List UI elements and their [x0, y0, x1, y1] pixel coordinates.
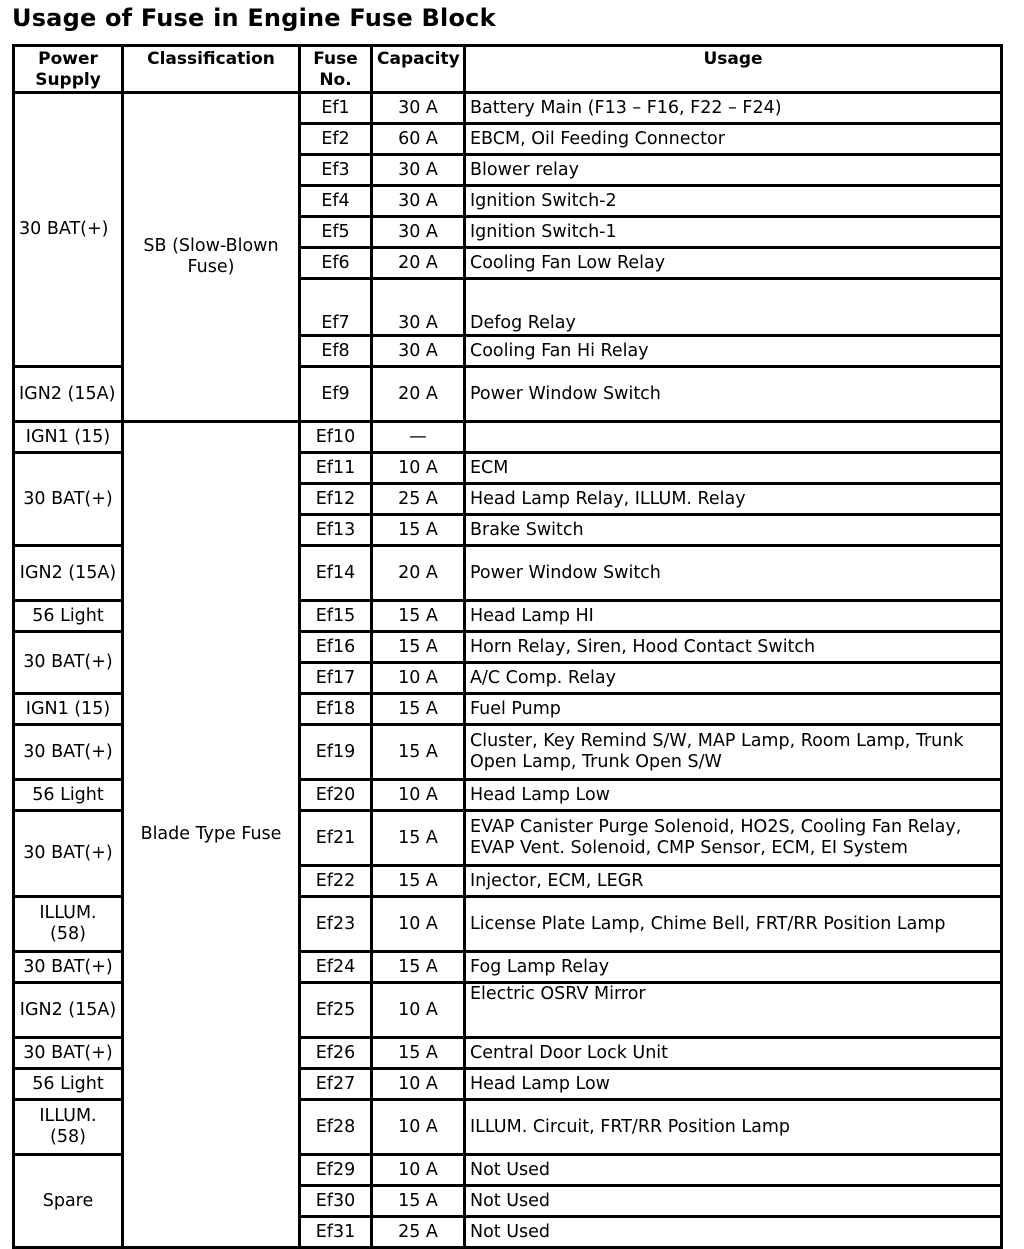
fuse-no-cell: Ef3 — [300, 155, 372, 186]
header-usage: Usage — [465, 46, 1002, 93]
power-supply-cell: 56 Light — [14, 780, 123, 811]
usage-cell: Brake Switch — [465, 515, 1002, 546]
fuse-no-cell: Ef31 — [300, 1217, 372, 1248]
fuse-no-cell: Ef20 — [300, 780, 372, 811]
usage-cell: Injector, ECM, LEGR — [465, 866, 1002, 897]
fuse-no-cell: Ef16 — [300, 632, 372, 663]
power-supply-cell: IGN1 (15) — [14, 694, 123, 725]
capacity-cell: 15 A — [372, 952, 465, 983]
capacity-cell: 10 A — [372, 897, 465, 952]
usage-cell: Blower relay — [465, 155, 1002, 186]
fuse-no-cell: Ef22 — [300, 866, 372, 897]
usage-cell: EVAP Canister Purge Solenoid, HO2S, Cooling Fan Relay, EVAP Vent. Solenoid, CMP Sensor, ECM, EI System — [465, 811, 1002, 866]
power-supply-cell: IGN2 (15A) — [14, 367, 123, 422]
header-classification: Classification — [123, 46, 300, 93]
fuse-no-cell: Ef17 — [300, 663, 372, 694]
classification-cell: SB (Slow-Blown Fuse) — [123, 93, 300, 422]
table-header-row — [14, 46, 1002, 93]
page-title: Usage of Fuse in Engine Fuse Block — [12, 4, 496, 32]
usage-cell: Central Door Lock Unit — [465, 1038, 1002, 1069]
usage-cell: Not Used — [465, 1186, 1002, 1217]
fuse-no-cell: Ef26 — [300, 1038, 372, 1069]
usage-cell: A/C Comp. Relay — [465, 663, 1002, 694]
fuse-no-cell: Ef5 — [300, 217, 372, 248]
power-supply-cell: ILLUM. (58) — [14, 897, 123, 952]
capacity-cell: 10 A — [372, 780, 465, 811]
header-capacity: Capacity — [372, 46, 465, 93]
fuse-no-cell: Ef6 — [300, 248, 372, 279]
capacity-cell: 30 A — [372, 186, 465, 217]
power-supply-cell: 56 Light — [14, 1069, 123, 1100]
power-supply-cell: ILLUM. (58) — [14, 1100, 123, 1155]
fuse-no-cell: Ef15 — [300, 601, 372, 632]
power-supply-cell: Spare — [14, 1155, 123, 1248]
usage-cell — [465, 422, 1002, 453]
fuse-no-cell: Ef1 — [300, 93, 372, 124]
capacity-cell: 10 A — [372, 453, 465, 484]
capacity-cell: 15 A — [372, 515, 465, 546]
fuse-no-cell: Ef2 — [300, 124, 372, 155]
table-row — [14, 93, 1002, 124]
usage-cell: Head Lamp Low — [465, 1069, 1002, 1100]
fuse-no-cell: Ef28 — [300, 1100, 372, 1155]
header-fuse-no: Fuse No. — [300, 46, 372, 93]
usage-cell: Horn Relay, Siren, Hood Contact Switch — [465, 632, 1002, 663]
capacity-cell: 30 A — [372, 279, 465, 336]
capacity-cell: 20 A — [372, 546, 465, 601]
fuse-no-cell: Ef18 — [300, 694, 372, 725]
power-supply-cell: 56 Light — [14, 601, 123, 632]
usage-cell: Power Window Switch — [465, 367, 1002, 422]
usage-cell: Defog Relay — [465, 279, 1002, 336]
capacity-cell: 15 A — [372, 811, 465, 866]
capacity-cell: 20 A — [372, 367, 465, 422]
fuse-no-cell: Ef7 — [300, 279, 372, 336]
usage-cell: Power Window Switch — [465, 546, 1002, 601]
usage-cell: ILLUM. Circuit, FRT/RR Position Lamp — [465, 1100, 1002, 1155]
capacity-cell: 30 A — [372, 93, 465, 124]
fuse-no-cell: Ef27 — [300, 1069, 372, 1100]
fuse-no-cell: Ef29 — [300, 1155, 372, 1186]
fuse-no-cell: Ef11 — [300, 453, 372, 484]
fuse-no-cell: Ef21 — [300, 811, 372, 866]
fuse-no-cell: Ef10 — [300, 422, 372, 453]
capacity-cell: — — [372, 422, 465, 453]
capacity-cell: 20 A — [372, 248, 465, 279]
classification-cell: Blade Type Fuse — [123, 422, 300, 1248]
capacity-cell: 15 A — [372, 601, 465, 632]
usage-cell: Battery Main (F13 – F16, F22 – F24) — [465, 93, 1002, 124]
capacity-cell: 25 A — [372, 1217, 465, 1248]
capacity-cell: 10 A — [372, 1069, 465, 1100]
usage-cell: Not Used — [465, 1155, 1002, 1186]
fuse-table — [12, 44, 1003, 1249]
capacity-cell: 10 A — [372, 1100, 465, 1155]
usage-cell: License Plate Lamp, Chime Bell, FRT/RR Position Lamp — [465, 897, 1002, 952]
usage-cell: EBCM, Oil Feeding Connector — [465, 124, 1002, 155]
capacity-cell: 15 A — [372, 866, 465, 897]
usage-cell: Fog Lamp Relay — [465, 952, 1002, 983]
power-supply-cell: IGN2 (15A) — [14, 983, 123, 1038]
usage-cell: Head Lamp HI — [465, 601, 1002, 632]
power-supply-cell: 30 BAT(+) — [14, 725, 123, 780]
power-supply-cell: 30 BAT(+) — [14, 952, 123, 983]
fuse-no-cell: Ef8 — [300, 336, 372, 367]
capacity-cell: 30 A — [372, 155, 465, 186]
capacity-cell: 60 A — [372, 124, 465, 155]
capacity-cell: 30 A — [372, 336, 465, 367]
fuse-no-cell: Ef19 — [300, 725, 372, 780]
capacity-cell: 15 A — [372, 632, 465, 663]
fuse-no-cell: Ef25 — [300, 983, 372, 1038]
fuse-no-cell: Ef30 — [300, 1186, 372, 1217]
capacity-cell: 25 A — [372, 484, 465, 515]
usage-cell: Electric OSRV Mirror — [465, 983, 1002, 1038]
power-supply-cell: 30 BAT(+) — [14, 1038, 123, 1069]
capacity-cell: 15 A — [372, 1186, 465, 1217]
capacity-cell: 15 A — [372, 694, 465, 725]
fuse-no-cell: Ef12 — [300, 484, 372, 515]
power-supply-cell: 30 BAT(+) — [14, 632, 123, 694]
fuse-no-cell: Ef9 — [300, 367, 372, 422]
usage-cell: Cluster, Key Remind S/W, MAP Lamp, Room Lamp, Trunk Open Lamp, Trunk Open S/W — [465, 725, 1002, 780]
usage-cell: Ignition Switch-2 — [465, 186, 1002, 217]
usage-cell: Fuel Pump — [465, 694, 1002, 725]
capacity-cell: 15 A — [372, 725, 465, 780]
table-row — [14, 422, 1002, 453]
power-supply-cell: 30 BAT(+) — [14, 93, 123, 367]
fuse-no-cell: Ef14 — [300, 546, 372, 601]
power-supply-cell: IGN2 (15A) — [14, 546, 123, 601]
usage-cell: ECM — [465, 453, 1002, 484]
power-supply-cell: IGN1 (15) — [14, 422, 123, 453]
fuse-no-cell: Ef13 — [300, 515, 372, 546]
fuse-no-cell: Ef4 — [300, 186, 372, 217]
fuse-no-cell: Ef23 — [300, 897, 372, 952]
capacity-cell: 10 A — [372, 1155, 465, 1186]
capacity-cell: 10 A — [372, 663, 465, 694]
fuse-no-cell: Ef24 — [300, 952, 372, 983]
usage-cell: Cooling Fan Low Relay — [465, 248, 1002, 279]
power-supply-cell: 30 BAT(+) — [14, 453, 123, 546]
usage-cell: Not Used — [465, 1217, 1002, 1248]
usage-cell: Head Lamp Low — [465, 780, 1002, 811]
header-power-supply: Power Supply — [14, 46, 123, 93]
capacity-cell: 10 A — [372, 983, 465, 1038]
usage-cell: Cooling Fan Hi Relay — [465, 336, 1002, 367]
usage-cell: Head Lamp Relay, ILLUM. Relay — [465, 484, 1002, 515]
power-supply-cell: 30 BAT(+) — [14, 811, 123, 897]
usage-cell: Ignition Switch-1 — [465, 217, 1002, 248]
capacity-cell: 15 A — [372, 1038, 465, 1069]
capacity-cell: 30 A — [372, 217, 465, 248]
